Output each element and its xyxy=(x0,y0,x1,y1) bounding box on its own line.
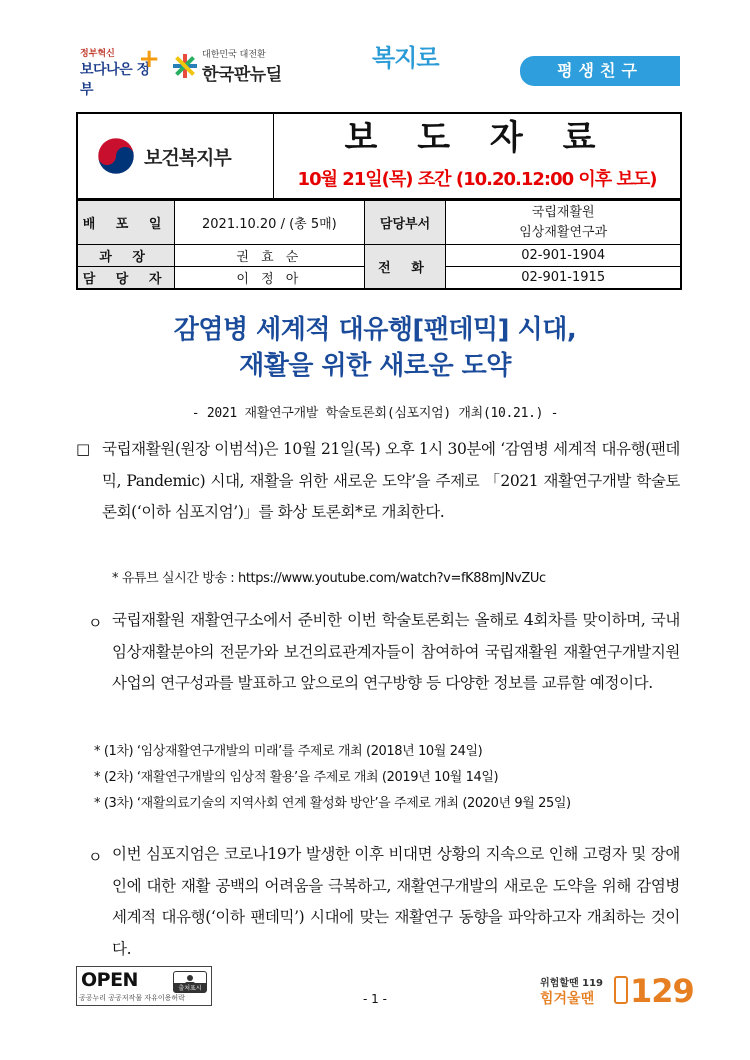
hotline-number: 129 xyxy=(630,972,694,1010)
department-label: 담당부서 xyxy=(364,201,446,245)
footnote-1: * (1차) ‘임상재활연구개발의 미래’를 주제로 개최 (2018년 10월 24일) xyxy=(94,744,483,759)
document-type-title: 보 도 자 료 xyxy=(344,118,610,158)
headline-line-1: 감염병 세계적 대유행[팬데믹] 시대, xyxy=(173,315,577,345)
plus-icon: + xyxy=(138,44,160,74)
taegeuk-emblem-icon xyxy=(96,136,136,176)
staff-value: 이 정 아 xyxy=(175,267,364,289)
gov-logo-small: 정부혁신 xyxy=(80,49,115,59)
top-logos xyxy=(0,38,750,98)
paragraph-3: 이번 심포지엄은 코로나19가 발생한 이후 비대면 상황의 지속으로 인해 고령자 및 장애인에 대한 재활 공백의 어려움을 극복하고, 재활연구개발의 새로운 도약을 위해 감염병 세계적 대유행(‘이하 팬데믹’) 시대에 맞는 재활연구 동향을 파악하고자 개최하는 것이다. xyxy=(112,845,680,958)
headline xyxy=(0,312,750,384)
youtube-note: * 유튜브 실시간 방송 : https://www.youtube.com/watch?v=fK88mJNvZUc xyxy=(112,571,546,586)
hotline-129-logo xyxy=(536,970,694,1010)
chief-phone: 02-901-1904 xyxy=(446,245,681,267)
subheading: - 2021 재활연구개발 학술토론회(심포지엄) 개최(10.21.) - xyxy=(191,406,559,421)
phone-label: 전 화 xyxy=(364,245,446,289)
bokjiro-logo: 복지로 xyxy=(372,44,439,72)
footnote-3: * (3차) ‘재활의료기술의 지역사회 연계 활성화 방안’을 주제로 개최 (2020년 9월 25일) xyxy=(94,796,571,811)
hotline-line-1: 위험할땐 119 xyxy=(540,978,603,989)
phone-icon xyxy=(614,976,628,1004)
page-number: - 1 - xyxy=(363,992,387,1006)
gov-logo-main: 보다나은 정부 xyxy=(80,62,150,98)
staff-label: 담 당 자 xyxy=(77,267,175,289)
knd-logo-main: 한국판뉴딜 xyxy=(202,65,282,85)
embargo-notice: 10월 21일(목) 조간 (10.20.12:00 이후 보도) xyxy=(297,169,657,190)
staff-phone: 02-901-1915 xyxy=(446,267,681,289)
bullet-circle-icon: ㅇ xyxy=(88,614,103,632)
bullet-circle-icon: ㅇ xyxy=(88,848,103,866)
hotline-line-2: 힘겨울땐 xyxy=(540,991,595,1007)
chief-label: 과 장 xyxy=(77,245,175,267)
attribution-icon xyxy=(173,971,207,993)
knd-logo-small: 대한민국 대전환 xyxy=(202,50,266,60)
chief-value: 권 효 순 xyxy=(175,245,364,267)
open-license-subtext: 공공누리 공공저작물 자유이용허락 xyxy=(79,994,185,1002)
headline-line-2: 재활을 위한 새로운 도약 xyxy=(239,351,511,381)
footnote-2: * (2차) ‘재활연구개발의 임상적 활용’을 주제로 개최 (2019년 10월 14일) xyxy=(94,770,499,785)
table-row xyxy=(77,245,681,267)
press-release-header xyxy=(76,112,682,200)
paragraph-2: 국립재활원 재활연구소에서 준비한 이번 학술토론회는 올해로 4회차를 맞이하며, 국내 임상재활분야의 전문가와 보건의료관계자들이 참여하여 국립재활원 재활연구개발지원사업의 연구성과를 발표하고 앞으로의 연구방향 등 다양한 정보를 교류할 예정이다. xyxy=(112,611,680,692)
department-value xyxy=(446,201,681,245)
department-line-2: 임상재활연구과 xyxy=(519,224,608,240)
distribute-date-value: 2021.10.20 / (총 5매) xyxy=(175,201,364,245)
ministry-name: 보건복지부 xyxy=(144,146,231,169)
attribution-label: 출처표시 xyxy=(174,983,206,992)
ministry-logo xyxy=(78,114,274,198)
new-deal-star-icon xyxy=(172,53,198,79)
open-text: OPEN xyxy=(81,969,138,991)
paragraph-1: 국립재활원(원장 이범석)은 10월 21일(목) 오후 1시 30분에 ‘감염병 세계적 대유행(팬데믹, Pandemic) 시대, 재활을 위한 새로운 도약’을 주제로 「2021 재활연구개발 학술토론회(‘이하 심포지엄’)」를 화상 토론회*로 개최한다. xyxy=(102,440,680,521)
korean-new-deal-logo xyxy=(172,46,282,86)
lifelong-friend-banner: 평생친구 xyxy=(520,56,680,86)
distribute-date-label: 배 포 일 xyxy=(77,201,175,245)
bullet-square-icon: □ xyxy=(76,440,91,458)
release-info-table xyxy=(76,200,682,290)
table-row xyxy=(77,201,681,245)
department-line-1: 국립재활원 xyxy=(531,204,595,220)
gov-innovation-logo xyxy=(80,44,160,98)
